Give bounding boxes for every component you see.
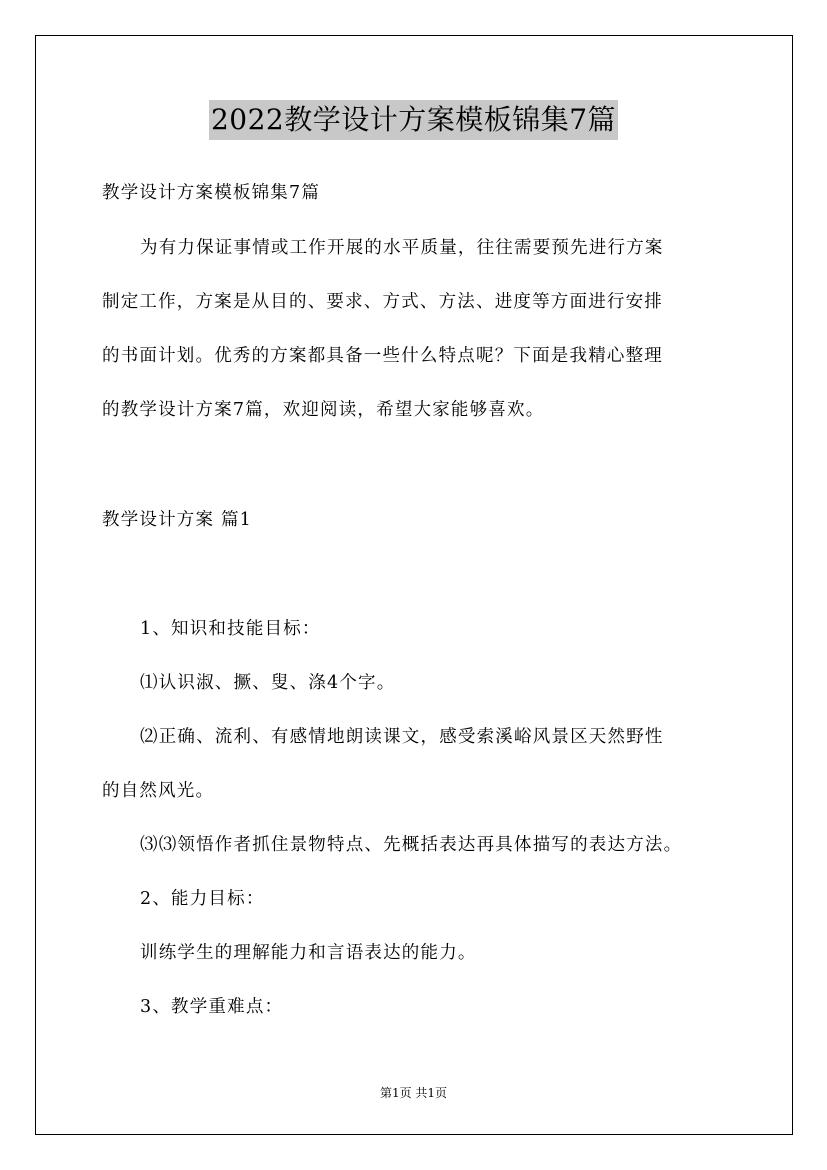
section-heading: 教学设计方案 篇1 bbox=[102, 510, 252, 530]
body-line-4: 的自然风光。 bbox=[102, 781, 215, 801]
intro-line-1: 为有力保证事情或工作开展的水平质量，往往需要预先进行方案 bbox=[140, 238, 664, 258]
body-line-3: ⑵正确、流利、有感情地朗读课文，感受索溪峪风景区天然野性 bbox=[140, 727, 664, 747]
intro-line-3: 的书面计划。优秀的方案都具备一些什么特点呢？下面是我精心整理 bbox=[102, 346, 663, 366]
intro-line-2: 制定工作，方案是从目的、要求、方式、方法、进度等方面进行安排 bbox=[102, 292, 663, 312]
body-line-5: ⑶⑶领悟作者抓住景物特点、先概括表达再具体描写的表达方法。 bbox=[140, 835, 683, 855]
body-line-7: 训练学生的理解能力和言语表达的能力。 bbox=[140, 943, 477, 963]
body-line-2: ⑴认识淑、撅、叟、涤4个字。 bbox=[140, 673, 396, 693]
document-title: 2022教学设计方案模板锦集7篇 bbox=[209, 100, 618, 140]
document-subtitle: 教学设计方案模板锦集7篇 bbox=[102, 183, 321, 203]
body-line-6: 2、能力目标： bbox=[140, 889, 265, 909]
body-line-1: 1、知识和技能目标： bbox=[140, 619, 321, 639]
page-footer: 第1页 共1页 bbox=[379, 1086, 448, 1100]
title-block bbox=[0, 100, 827, 140]
body-line-8: 3、教学重难点： bbox=[140, 997, 284, 1017]
intro-line-4: 的教学设计方案7篇，欢迎阅读，希望大家能够喜欢。 bbox=[102, 400, 545, 420]
